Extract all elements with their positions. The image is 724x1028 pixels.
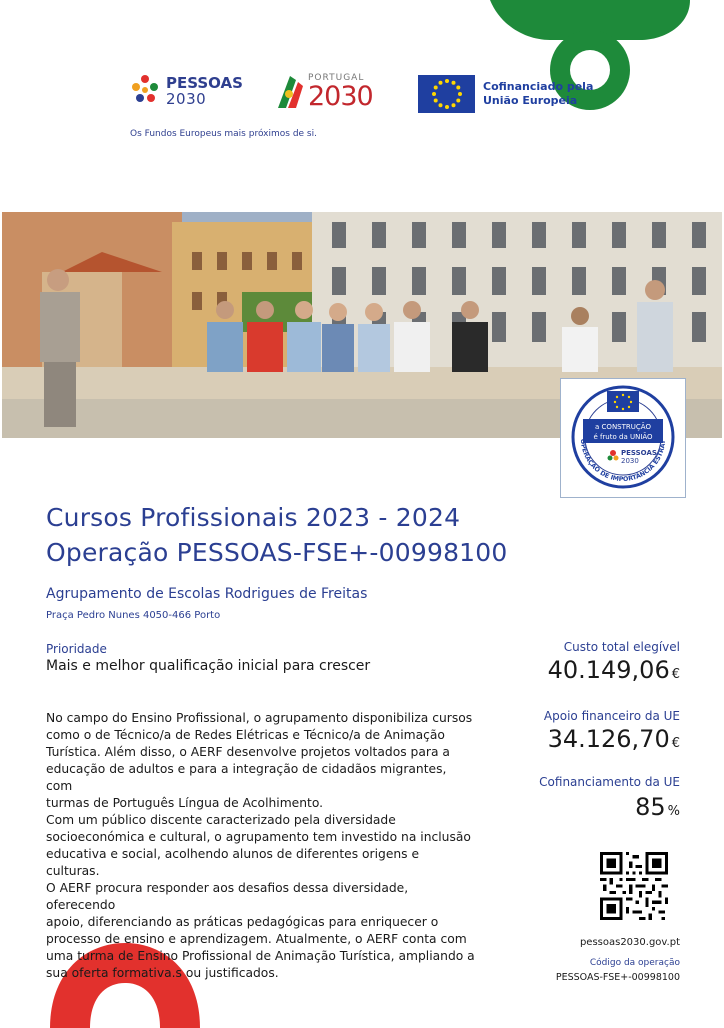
eu-cofinanced-text: Cofinanciado pela União Europeia	[483, 80, 594, 107]
portugal-logo-word: PORTUGAL	[308, 73, 365, 83]
strategic-operation-badge	[560, 378, 686, 498]
eu-support-label: Apoio financeiro da UE	[543, 709, 680, 723]
total-cost-value: 40.149,06 €	[547, 656, 680, 684]
logo-tagline: Os Fundos Europeus mais próximos de si.	[130, 129, 317, 139]
pessoas-logo-word: PESSOAS	[166, 73, 243, 92]
eu-flag-icon	[418, 75, 475, 113]
page-title-line2: Operação PESSOAS-FSE+-00998100	[46, 538, 508, 567]
eu-cofinanced-logo	[418, 75, 603, 113]
badge-logo-word: PESSOAS	[621, 449, 657, 457]
pessoas-2030-logo	[130, 74, 243, 108]
badge-ring-text: OPERAÇÃO DE IMPORTÂNCIA ESTRAT	[578, 438, 668, 484]
operation-code-value: PESSOAS-FSE+-00998100	[555, 972, 680, 983]
eu-cofinancing-label: Cofinanciamento da UE	[539, 775, 680, 789]
page-title-line1: Cursos Profissionais 2023 - 2024	[46, 503, 461, 532]
portugal-2030-logo	[276, 72, 373, 110]
qr-code[interactable]	[600, 852, 668, 920]
badge-logo-year: 2030	[621, 457, 639, 465]
badge-line1: a CONSTRUÇÃO	[595, 423, 651, 431]
eu-cofinancing-value: 85 %	[635, 793, 680, 821]
description-text: No campo do Ensino Profissional, o agrupamento disponibiliza cursos como o de Técnico/a de Redes Elétricas e Técnico/a de Animação Turística. Além disso, o AERF desenvolve projetos voltados para a educação de adultos e para a integração de cidadãos migrantes, com turmas de Português Língua de Acolhimento. Com um público discente caracterizado pela diversidade socioeconómica e cultural, o agrupamento tem investido na inclusão educativa e social, acolhendo alunos de diferentes origens e culturas. O AERF procura responder aos desafios dessa diversidade, oferecendo apoio, diferenciando as práticas pedagógicas para enriquecer o processo de ensino e aprendizagem. Atualmente, o AERF conta com uma turma de Ensino Profissional de Animação Turística, ampliando a sua oferta formativa.s ou justificados.	[46, 711, 475, 980]
priority-label: Prioridade	[46, 642, 107, 656]
portugal-logo-year: 2030	[308, 81, 373, 112]
website-link[interactable]: pessoas2030.gov.pt	[579, 937, 680, 948]
school-name: Agrupamento de Escolas Rodrigues de Freitas	[46, 586, 368, 602]
portugal-flag-icon	[276, 72, 304, 110]
school-address: Praça Pedro Nunes 4050-466 Porto	[46, 610, 221, 621]
operation-code-label: Código da operação	[589, 958, 680, 968]
total-cost-label: Custo total elegível	[563, 640, 680, 654]
pessoas-people-icon	[130, 74, 160, 108]
badge-line2: é fruto da UNIÃO	[593, 433, 653, 441]
eu-support-value: 34.126,70 €	[547, 725, 680, 753]
pessoas-logo-year: 2030	[166, 89, 207, 108]
priority-value: Mais e melhor qualificação inicial para crescer	[46, 658, 371, 674]
